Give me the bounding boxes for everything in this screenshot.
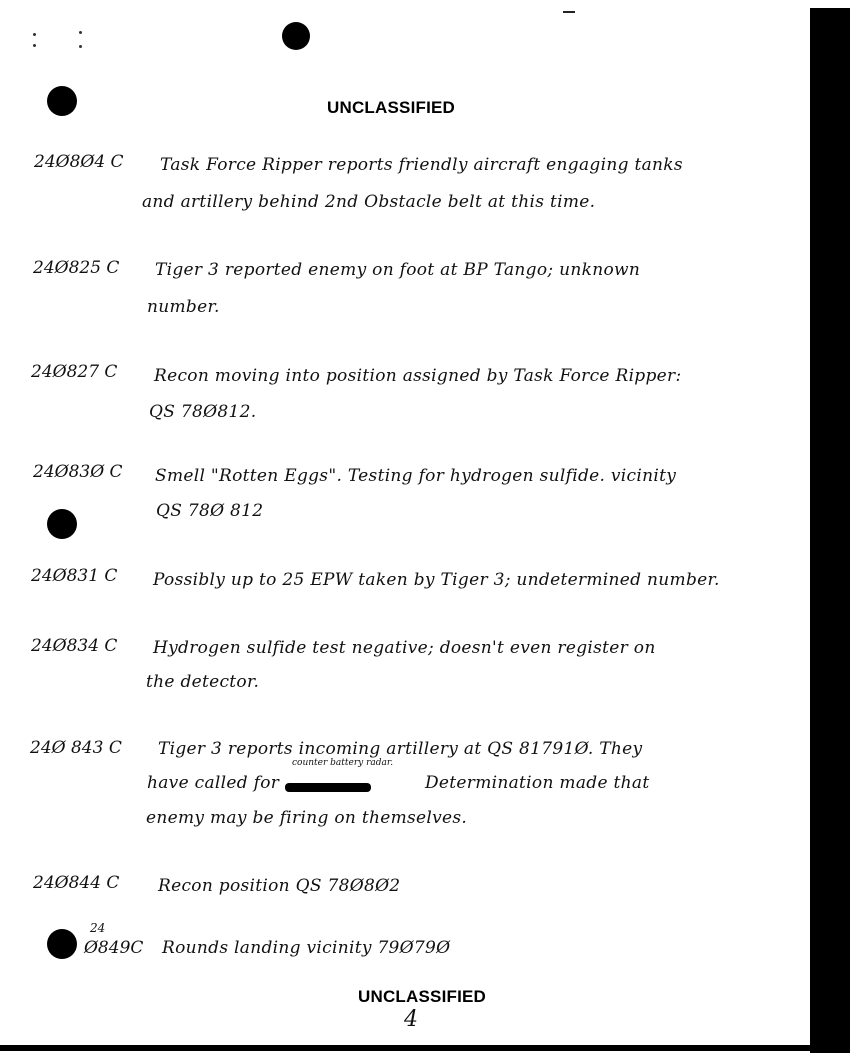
punch-hole: [282, 22, 310, 50]
entry-text: and artillery behind 2nd Obstacle belt at this time.: [142, 192, 596, 212]
entry-time-prefix: 24: [90, 921, 106, 935]
scan-edge-bar: [810, 8, 850, 1053]
entry-text: Smell "Rotten Eggs". Testing for hydrogen sulfide. vicinity: [155, 466, 677, 486]
entry-time: 24Ø844 C: [33, 873, 120, 893]
entry-text: the detector.: [146, 672, 260, 692]
redaction-mark: [285, 783, 371, 792]
entry-time: 24Ø 843 C: [30, 738, 122, 758]
scan-speck: [79, 31, 82, 34]
scan-speck: [33, 33, 36, 36]
page-number: 4: [404, 1007, 418, 1032]
entry-time: 24Ø827 C: [31, 362, 118, 382]
entry-text: Tiger 3 reports incoming artillery at QS 81791Ø. They: [158, 739, 643, 759]
punch-hole: [47, 929, 77, 959]
entry-text: Possibly up to 25 EPW taken by Tiger 3; undetermined number.: [153, 570, 720, 590]
entry-time: 24Ø8Ø4 C: [34, 152, 124, 172]
header-classification: UNCLASSIFIED: [327, 98, 456, 117]
entry-text: Tiger 3 reported enemy on foot at BP Tango; unknown: [155, 260, 641, 280]
footer-classification: UNCLASSIFIED: [358, 987, 487, 1006]
entry-text: QS 78Ø812.: [149, 402, 257, 422]
entry-text: Rounds landing vicinity 79Ø79Ø: [162, 938, 451, 958]
entry-text: have called for: [147, 773, 280, 793]
entry-text: Recon position QS 78Ø8Ø2: [158, 876, 401, 896]
scan-speck: [33, 44, 36, 47]
entry-text: Task Force Ripper reports friendly aircraft engaging tanks: [160, 155, 683, 175]
entry-time: 24Ø831 C: [31, 566, 118, 586]
scan-speck: [79, 45, 82, 48]
entry-text: Hydrogen sulfide test negative; doesn't even register on: [153, 638, 656, 658]
scan-mark: [563, 11, 575, 13]
entry-text: enemy may be firing on themselves.: [146, 808, 468, 828]
entry-time: 24Ø83Ø C: [33, 462, 123, 482]
punch-hole: [47, 509, 77, 539]
scan-bottom-edge: [0, 1045, 812, 1051]
entry-text: number.: [147, 297, 220, 317]
entry-text: Determination made that: [425, 773, 650, 793]
inserted-note: counter battery radar.: [292, 758, 394, 768]
punch-hole: [47, 86, 77, 116]
entry-text: QS 78Ø 812: [156, 501, 264, 521]
entry-time: 24Ø825 C: [33, 258, 120, 278]
entry-text: Recon moving into position assigned by Task Force Ripper:: [154, 366, 682, 386]
entry-time: 24Ø834 C: [31, 636, 118, 656]
entry-time: Ø849C: [84, 938, 144, 958]
